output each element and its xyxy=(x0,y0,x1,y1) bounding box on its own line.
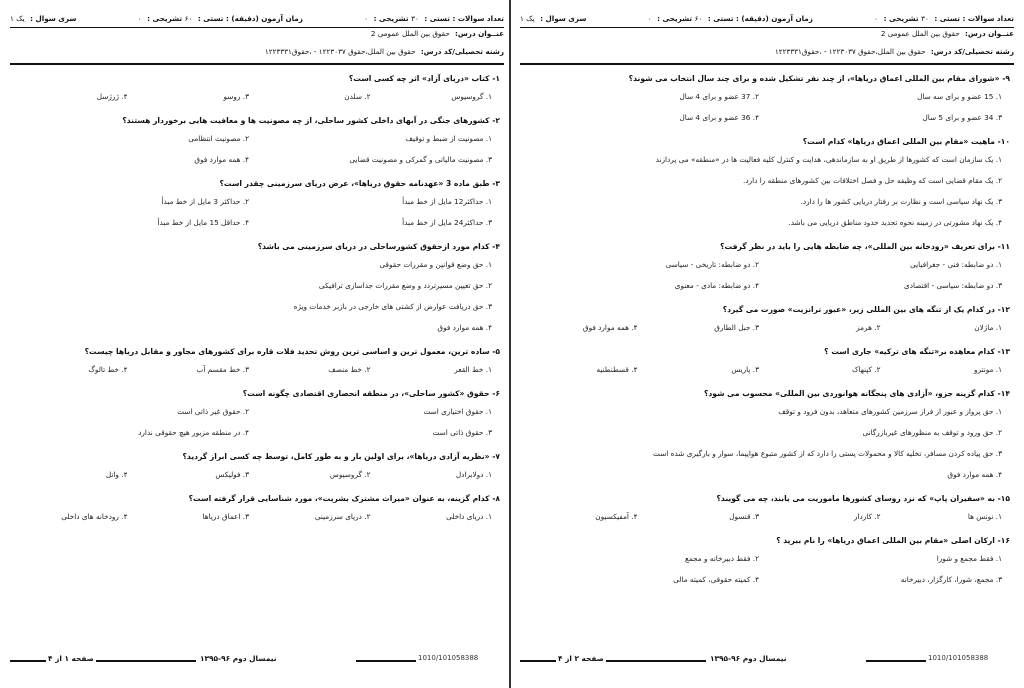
answer-option[interactable]: ۴. رودخانه های داخلی xyxy=(61,512,128,521)
answer-option[interactable]: ۳. جبل الطارق xyxy=(714,323,759,332)
answer-options xyxy=(520,401,1014,485)
answer-option[interactable]: ۱. خط القعر xyxy=(454,365,492,374)
footer-rule xyxy=(866,660,926,662)
answer-option[interactable]: ۴. همه موارد فوق xyxy=(437,323,492,332)
series-info: سری سوال : یک ۱ xyxy=(520,13,587,23)
answer-options xyxy=(520,317,1014,338)
question-item xyxy=(514,302,1020,338)
question-item xyxy=(4,71,510,107)
answer-options xyxy=(10,128,504,170)
question-text: ۱۲- در کدام یک از تنگه های بین المللی زیر، «عبور ترانزیت» صورت می گیرد؟ xyxy=(722,305,1010,314)
answer-option[interactable]: ۱. 15 عضو و برای سه سال xyxy=(917,92,1002,101)
answer-option[interactable]: ۴. ژرژسل xyxy=(96,92,128,101)
footer-rule xyxy=(356,660,416,662)
answer-options xyxy=(10,464,504,485)
question-text: ۶- حقوق «کشور ساحلی»، در منطقه انحصاری اقتصادی چگونه است؟ xyxy=(242,389,500,398)
question-text: ۲- کشورهای جنگی در آبهای داخلی کشور ساحلی، از چه مصونیت ها و معافیت هایی برخوردار هستند؟ xyxy=(122,116,500,125)
answer-option[interactable]: ۳. اعماق دریاها xyxy=(202,512,249,521)
exam-time: زمان آزمون (دقیقه) : تستی : ۶۰ تشریحی : ۰ xyxy=(647,13,813,23)
answer-options xyxy=(10,506,504,527)
answer-options xyxy=(10,254,504,338)
page-footer xyxy=(514,651,1020,671)
answer-option[interactable]: ۱. گروسیوس xyxy=(451,92,492,101)
question-item xyxy=(4,176,510,233)
answer-option[interactable]: ۱. حقوق اختیاری است xyxy=(423,407,492,416)
answer-option[interactable]: ۲. مصونیت انتظامی xyxy=(188,134,249,143)
answer-option[interactable]: ۳. یک نهاد سیاسی است و نظارت بر رفتار دریایی کشور ها را دارد. xyxy=(800,197,1002,206)
question-text: ۵- ساده ترین، معمول ترین و اساسی ترین روش تحدید فلات قاره برای کشورهای مجاور و مقابل دریاها چیست؟ xyxy=(84,347,500,356)
answer-option[interactable]: ۲. حق تعیین مسیرتردد و وضع مقررات جداسازی ترافیکی xyxy=(318,281,492,290)
header-divider xyxy=(10,27,504,28)
answer-option[interactable]: ۲. فقط دبیرخانه و مجمع xyxy=(684,554,759,563)
answer-option[interactable]: ۱. دولابرادل xyxy=(455,470,492,479)
questions-count: تعداد سوالات : تستی : ۳۰ تشریحی : ۰ xyxy=(874,13,1014,23)
exam-time: زمان آزمون (دقیقه) : تستی : ۶۰ تشریحی : ۰ xyxy=(137,13,303,23)
exam-page-1 xyxy=(4,3,510,685)
answer-option[interactable]: ۳. فولیکس xyxy=(215,470,249,479)
footer-rule xyxy=(520,660,556,662)
question-text: ۱۱- برای تعریف «رودخانه بین المللی»، چه ضابطه هایی را باید در نظر گرفت؟ xyxy=(720,242,1010,251)
answer-option[interactable]: ۳. دو ضابطه: سیاسی - اقتصادی xyxy=(903,281,1002,290)
answer-option[interactable]: ۳. روسو xyxy=(223,92,249,101)
answer-option[interactable]: ۱. یک سازمان است که کشورها از طریق او به سازماندهی، هدایت و کنترل کلیه فعالیت ها در «منطقه» می پردازند xyxy=(655,155,1002,164)
exam-code: 1010/101058388 xyxy=(418,654,479,662)
answer-options xyxy=(520,254,1014,296)
page-header xyxy=(4,3,510,71)
answer-options xyxy=(10,86,504,107)
question-text: ۱- کتاب «دریای آزاد» اثر چه کسی است؟ xyxy=(348,74,500,83)
page-number: صفحه ۲ از ۴ xyxy=(558,654,604,663)
answer-option[interactable]: ۳. حداکثر24 مایل از خط مبدأ xyxy=(402,218,492,227)
answer-option[interactable]: ۲. حداکثر 3 مایل از خط مبدأ xyxy=(161,197,249,206)
question-item xyxy=(514,533,1020,590)
answer-option[interactable]: ۲. خط منصف xyxy=(328,365,371,374)
question-text: ۱۶- ارکان اصلی «مقام بین المللی اعماق دریاها» را نام ببرید ؟ xyxy=(776,536,1010,545)
answer-option[interactable]: ۴. یک نهاد مشورتی در زمینه نحوه تحدید حدود مناطق دریایی می باشد. xyxy=(788,218,1002,227)
answer-option[interactable]: ۴. حداقل 15 مایل از خط مبدأ xyxy=(157,218,249,227)
answer-option[interactable]: ۱. ماژلان xyxy=(974,323,1002,332)
answer-option[interactable]: ۲. یک مقام قضایی است که وظیفه حل و فصل اختلافات بین کشورهای منطقه را دارد. xyxy=(743,176,1002,185)
footer-rule xyxy=(10,660,46,662)
series-info: سری سوال : یک ۱ xyxy=(10,13,77,23)
question-item xyxy=(4,491,510,527)
question-text: ۱۴- کدام گزینه جزو، «آزادی های پنجگانه هوانوردی بین المللی» محسوب می شود؟ xyxy=(704,389,1010,398)
exam-code: 1010/101058388 xyxy=(928,654,989,662)
field-code-row: رشته تحصیلی/کد درس: حقوق بین الملل،حقوق ۱۲۲۳۰۳۷ - ،حقوق۱۲۲۳۳۳۱ xyxy=(264,47,504,56)
course-title-row: عنــوان درس: حقوق بین الملل عمومی 2 xyxy=(880,29,1014,38)
footer-rule xyxy=(96,660,196,662)
answer-option[interactable]: ۲. سلدن xyxy=(344,92,371,101)
page-number: صفحه ۱ از ۴ xyxy=(48,654,94,663)
question-text: ۳- طبق ماده 3 «عهدنامه حقوق دریاها»، عرض دریای سرزمینی چقدر است؟ xyxy=(219,179,500,188)
question-text: ۹- «شورای مقام بین المللی اعماق دریاها»، از چند نفر تشکیل شده و برای چند سال انتخاب می شوند؟ xyxy=(628,74,1010,83)
page-footer xyxy=(4,651,510,671)
answer-option[interactable]: ۲. دریای سرزمینی xyxy=(314,512,371,521)
question-item xyxy=(514,71,1020,128)
answer-option[interactable]: ۴. قسطنطنیه xyxy=(596,365,638,374)
answer-options xyxy=(520,506,1014,527)
question-item xyxy=(4,449,510,485)
questions-count: تعداد سوالات : تستی : ۳۰ تشریحی : ۰ xyxy=(364,13,504,23)
question-item xyxy=(4,239,510,338)
questions-list xyxy=(4,71,510,651)
footer-rule xyxy=(606,660,706,662)
answer-option[interactable]: ۳. مصونیت مالیاتی و گمرکی و مصونیت قضایی xyxy=(349,155,492,164)
exam-page-2 xyxy=(514,3,1020,685)
answer-option[interactable]: ۴. همه موارد فوق xyxy=(947,470,1002,479)
answer-option[interactable]: ۲. کاردار xyxy=(853,512,881,521)
question-item xyxy=(4,386,510,443)
question-item xyxy=(514,491,1020,527)
field-code-row: رشته تحصیلی/کد درس: حقوق بین الملل،حقوق ۱۲۲۳۰۳۷ - ،حقوق۱۲۲۳۳۳۱ xyxy=(774,47,1014,56)
answer-options xyxy=(520,548,1014,590)
questions-list xyxy=(514,71,1020,651)
answer-option[interactable]: ۳. خط مقسم آب xyxy=(196,365,249,374)
answer-option[interactable]: ۲. گروسیوس xyxy=(329,470,371,479)
answer-option[interactable]: ۲. حقوق غیر ذاتی است xyxy=(177,407,249,416)
question-text: ۱۳- کدام معاهده بر«تنگه های ترکیه» جاری است ؟ xyxy=(824,347,1010,356)
header-counts-row xyxy=(514,11,1020,25)
answer-option[interactable]: ۳. قنسول xyxy=(729,512,759,521)
answer-option[interactable]: ۱. حداکثر12 مایل از خط مبدأ xyxy=(402,197,492,206)
header-bottom-line xyxy=(10,63,504,65)
answer-option[interactable]: ۳. حق دریافت عوارض از کشتی های خارجی در بازبر خدمات ویژه xyxy=(293,302,492,311)
answer-options xyxy=(520,359,1014,380)
answer-option[interactable]: ۲. هرمز xyxy=(856,323,881,332)
answer-option[interactable]: ۱. دو ضابطه: فنی - جغرافیایی xyxy=(910,260,1002,269)
answer-option[interactable]: ۱. حق پرواز و عبور از فراز سرزمین کشورهای متعاهد، بدون فرود و توقف xyxy=(778,407,1002,416)
answer-option[interactable]: ۱. مصونیت از ضبط و توقیف xyxy=(405,134,492,143)
answer-option[interactable]: ۳. 34 عضو و برای 5 سال xyxy=(922,113,1002,122)
answer-option[interactable]: ۱. مونترو xyxy=(973,365,1002,374)
answer-option[interactable]: ۴. همه موارد فوق xyxy=(582,323,638,332)
question-item xyxy=(514,386,1020,485)
answer-option[interactable]: ۴. همه موارد فوق xyxy=(194,155,249,164)
answer-option[interactable]: ۳. مجمع، شورا، کارگزار، دبیرخانه xyxy=(900,575,1002,584)
sheet-divider xyxy=(509,0,511,688)
term-label: نیمسال دوم ۹۶-۱۳۹۵ xyxy=(200,654,277,663)
answer-option[interactable]: ۲. کپنهاک xyxy=(851,365,881,374)
question-item xyxy=(514,134,1020,233)
question-text: ۱۵- به «سفیران پاپ» که نزد روسای کشورها ماموریت می یابند، چه می گویند؟ xyxy=(716,494,1010,503)
question-text: ۷- «نظریه آزادی دریاها»، برای اولین بار و به طور کامل، توسط چه کسی ابراز گردید؟ xyxy=(182,452,500,461)
answer-option[interactable]: ۴. آمفیکسیون xyxy=(595,512,638,521)
answer-options xyxy=(520,149,1014,233)
header-counts-row xyxy=(4,11,510,25)
answer-option[interactable]: ۱. دریای داخلی xyxy=(446,512,492,521)
question-item xyxy=(4,113,510,170)
answer-option[interactable]: ۳. حق پیاده کردن مسافر، تخلیه کالا و محمولات پستی را دارد که از کشور متبوع هواپیما، سوار و بارگیری شده است xyxy=(653,449,1002,458)
answer-option[interactable]: ۲. دو ضابطه: تاریخی - سیاسی xyxy=(665,260,759,269)
answer-option[interactable]: ۴. خط تالوگ xyxy=(88,365,128,374)
answer-option[interactable]: ۳. پاریس xyxy=(731,365,759,374)
question-text: ۴- کدام مورد ازحقوق کشورساحلی در دریای سرزمینی می باشد؟ xyxy=(257,242,500,251)
page-header xyxy=(514,3,1020,71)
answer-option[interactable]: ۱. حق وضع قوانین و مقررات حقوقی xyxy=(379,260,492,269)
question-text: ۱۰- ماهیت «مقام بین المللی اعماق دریاها» کدام است؟ xyxy=(802,137,1010,146)
answer-option[interactable]: ۴. واتل xyxy=(105,470,128,479)
question-item xyxy=(514,344,1020,380)
answer-option[interactable]: ۲. حق ورود و توقف به منظورهای غیربازرگانی xyxy=(862,428,1002,437)
header-bottom-line xyxy=(520,63,1014,65)
question-item xyxy=(514,239,1020,296)
answer-option[interactable]: ۴. دو ضابطه: مادی - معنوی xyxy=(674,281,759,290)
answer-options xyxy=(520,86,1014,128)
answer-options xyxy=(10,191,504,233)
answer-option[interactable]: ۱. نونس ها xyxy=(967,512,1002,521)
answer-option[interactable]: ۱. فقط مجمع و شورا xyxy=(936,554,1002,563)
header-divider xyxy=(520,27,1014,28)
answer-options xyxy=(10,359,504,380)
course-title-row: عنــوان درس: حقوق بین الملل عمومی 2 xyxy=(370,29,504,38)
question-item xyxy=(4,344,510,380)
question-text: ۸- کدام گزینه، به عنوان «میراث مشترک بشریت»، مورد شناسایی قرار گرفته است؟ xyxy=(188,494,500,503)
answer-option[interactable]: ۲. 37 عضو و برای 4 سال xyxy=(679,92,759,101)
answer-option[interactable]: ۴. کمیته حقوقی، کمیته مالی xyxy=(673,575,759,584)
answer-option[interactable]: ۳. حقوق ذاتی است xyxy=(432,428,492,437)
answer-option[interactable]: ۴. 36 عضو و برای 4 سال xyxy=(679,113,759,122)
term-label: نیمسال دوم ۹۶-۱۳۹۵ xyxy=(710,654,787,663)
answer-option[interactable]: ۴. در منطقه مزبور هیچ حقوقی ندارد xyxy=(138,428,249,437)
answer-options xyxy=(10,401,504,443)
